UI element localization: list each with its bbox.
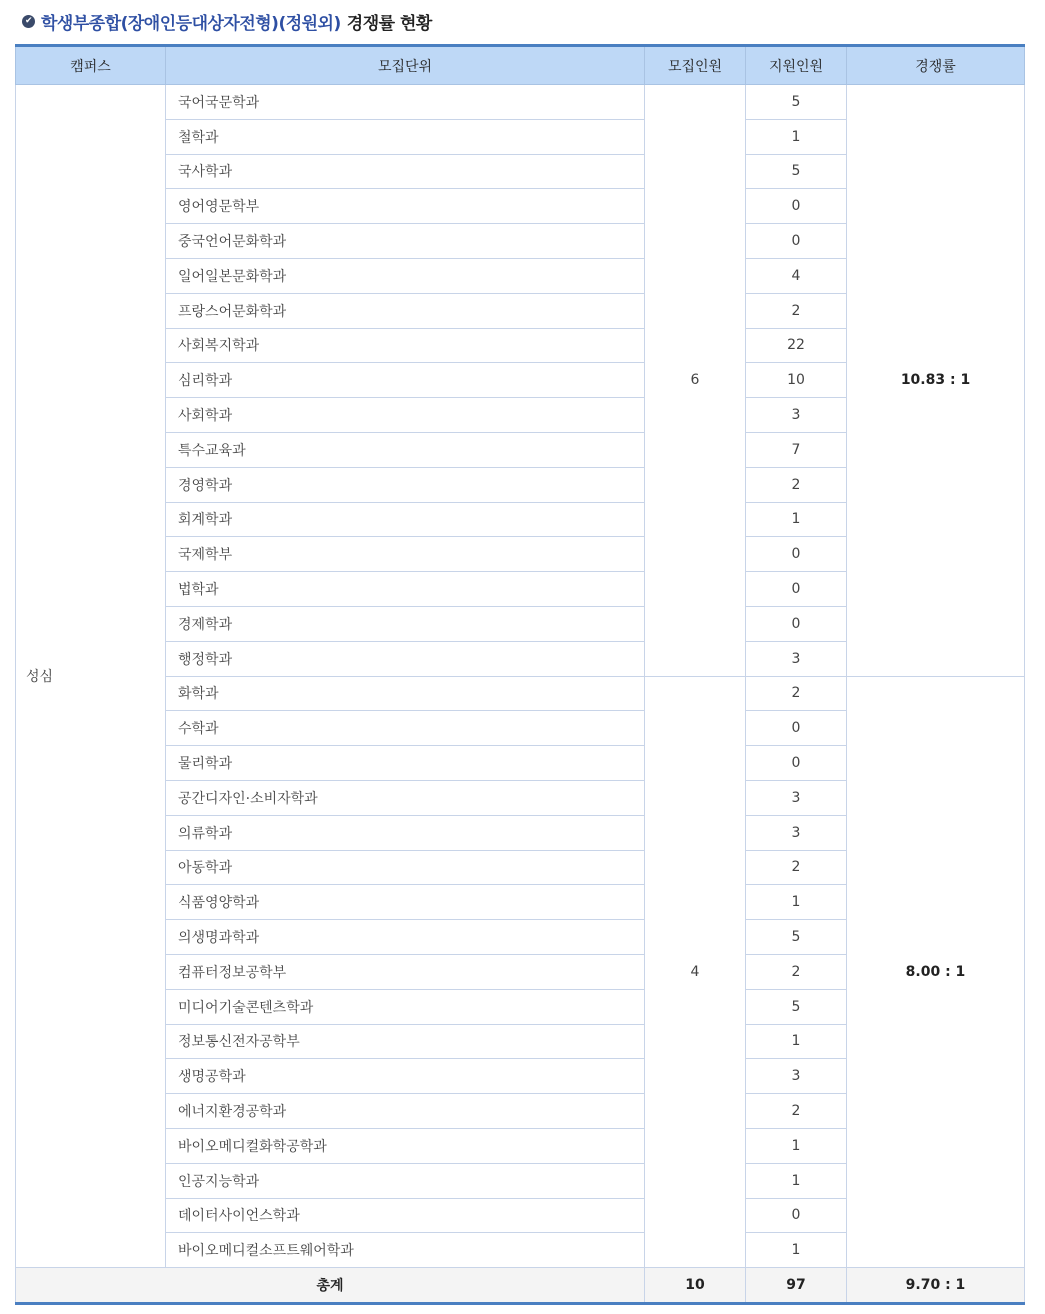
unit-cell: 사회학과 — [166, 398, 645, 433]
check-circle-icon: ✔ — [22, 15, 35, 28]
unit-cell: 국사학과 — [166, 154, 645, 189]
unit-cell: 의생명과학과 — [166, 920, 645, 955]
applicants-cell: 3 — [746, 398, 847, 433]
applicants-cell: 0 — [746, 572, 847, 607]
unit-cell: 법학과 — [166, 572, 645, 607]
table-row — [16, 85, 1025, 120]
total-row — [16, 1268, 1025, 1304]
applicants-cell: 5 — [746, 154, 847, 189]
applicants-cell: 0 — [746, 537, 847, 572]
applicants-cell: 2 — [746, 1094, 847, 1129]
title-rest: 경쟁률 현황 — [346, 14, 432, 34]
unit-cell: 식품영양학과 — [166, 885, 645, 920]
header-campus: 캠퍼스 — [16, 46, 166, 85]
applicants-cell: 1 — [746, 1233, 847, 1268]
unit-cell: 정보통신전자공학부 — [166, 1024, 645, 1059]
applicants-cell: 1 — [746, 1024, 847, 1059]
total-label: 총계 — [16, 1268, 645, 1304]
applicants-cell: 1 — [746, 1128, 847, 1163]
unit-cell: 바이오메디컬화학공학과 — [166, 1128, 645, 1163]
unit-cell: 국어국문학과 — [166, 85, 645, 120]
header-applicants: 지원인원 — [746, 46, 847, 85]
applicants-cell: 5 — [746, 85, 847, 120]
applicants-cell: 3 — [746, 641, 847, 676]
unit-cell: 행정학과 — [166, 641, 645, 676]
unit-cell: 생명공학과 — [166, 1059, 645, 1094]
unit-cell: 화학과 — [166, 676, 645, 711]
total-ratio: 9.70 : 1 — [847, 1268, 1025, 1304]
applicants-cell: 1 — [746, 502, 847, 537]
applicants-cell: 1 — [746, 885, 847, 920]
applicants-cell: 10 — [746, 363, 847, 398]
quota-cell: 4 — [645, 676, 746, 1268]
applicants-cell: 4 — [746, 258, 847, 293]
applicants-cell: 3 — [746, 1059, 847, 1094]
ratio-cell: 10.83 : 1 — [847, 85, 1025, 677]
unit-cell: 중국언어문화학과 — [166, 224, 645, 259]
ratio-cell: 8.00 : 1 — [847, 676, 1025, 1268]
unit-cell: 컴퓨터정보공학부 — [166, 954, 645, 989]
section-title — [22, 9, 432, 34]
applicants-cell: 3 — [746, 815, 847, 850]
header-ratio: 경쟁률 — [847, 46, 1025, 85]
unit-cell: 바이오메디컬소프트웨어학과 — [166, 1233, 645, 1268]
unit-cell: 미디어기술콘텐츠학과 — [166, 989, 645, 1024]
unit-cell: 아동학과 — [166, 850, 645, 885]
unit-cell: 국제학부 — [166, 537, 645, 572]
unit-cell: 심리학과 — [166, 363, 645, 398]
unit-cell: 경제학과 — [166, 606, 645, 641]
applicants-cell: 0 — [746, 189, 847, 224]
table-header — [16, 46, 1025, 85]
title-highlight: 학생부종합(장애인등대상자전형)(정원외) — [41, 14, 341, 34]
applicants-cell: 1 — [746, 1163, 847, 1198]
applicants-cell: 3 — [746, 780, 847, 815]
applicants-cell: 2 — [746, 954, 847, 989]
total-applicants: 97 — [746, 1268, 847, 1304]
applicants-cell: 22 — [746, 328, 847, 363]
applicants-cell: 5 — [746, 920, 847, 955]
applicants-cell: 2 — [746, 467, 847, 502]
unit-cell: 철학과 — [166, 119, 645, 154]
applicants-cell: 7 — [746, 432, 847, 467]
unit-cell: 일어일본문화학과 — [166, 258, 645, 293]
unit-cell: 수학과 — [166, 711, 645, 746]
applicants-cell: 0 — [746, 1198, 847, 1233]
applicants-cell: 0 — [746, 746, 847, 781]
unit-cell: 공간디자인·소비자학과 — [166, 780, 645, 815]
unit-cell: 사회복지학과 — [166, 328, 645, 363]
unit-cell: 인공지능학과 — [166, 1163, 645, 1198]
unit-cell: 의류학과 — [166, 815, 645, 850]
applicants-cell: 0 — [746, 224, 847, 259]
unit-cell: 회계학과 — [166, 502, 645, 537]
competition-table — [15, 44, 1025, 1305]
table-row — [16, 676, 1025, 711]
applicants-cell: 1 — [746, 119, 847, 154]
unit-cell: 물리학과 — [166, 746, 645, 781]
header-unit: 모집단위 — [166, 46, 645, 85]
applicants-cell: 2 — [746, 293, 847, 328]
header-quota: 모집인원 — [645, 46, 746, 85]
unit-cell: 특수교육과 — [166, 432, 645, 467]
unit-cell: 프랑스어문화학과 — [166, 293, 645, 328]
campus-cell: 성심 — [16, 85, 166, 1268]
applicants-cell: 2 — [746, 676, 847, 711]
unit-cell: 에너지환경공학과 — [166, 1094, 645, 1129]
applicants-cell: 2 — [746, 850, 847, 885]
quota-cell: 6 — [645, 85, 746, 677]
applicants-cell: 5 — [746, 989, 847, 1024]
applicants-cell: 0 — [746, 711, 847, 746]
unit-cell: 데이터사이언스학과 — [166, 1198, 645, 1233]
applicants-cell: 0 — [746, 606, 847, 641]
unit-cell: 영어영문학부 — [166, 189, 645, 224]
total-quota: 10 — [645, 1268, 746, 1304]
unit-cell: 경영학과 — [166, 467, 645, 502]
